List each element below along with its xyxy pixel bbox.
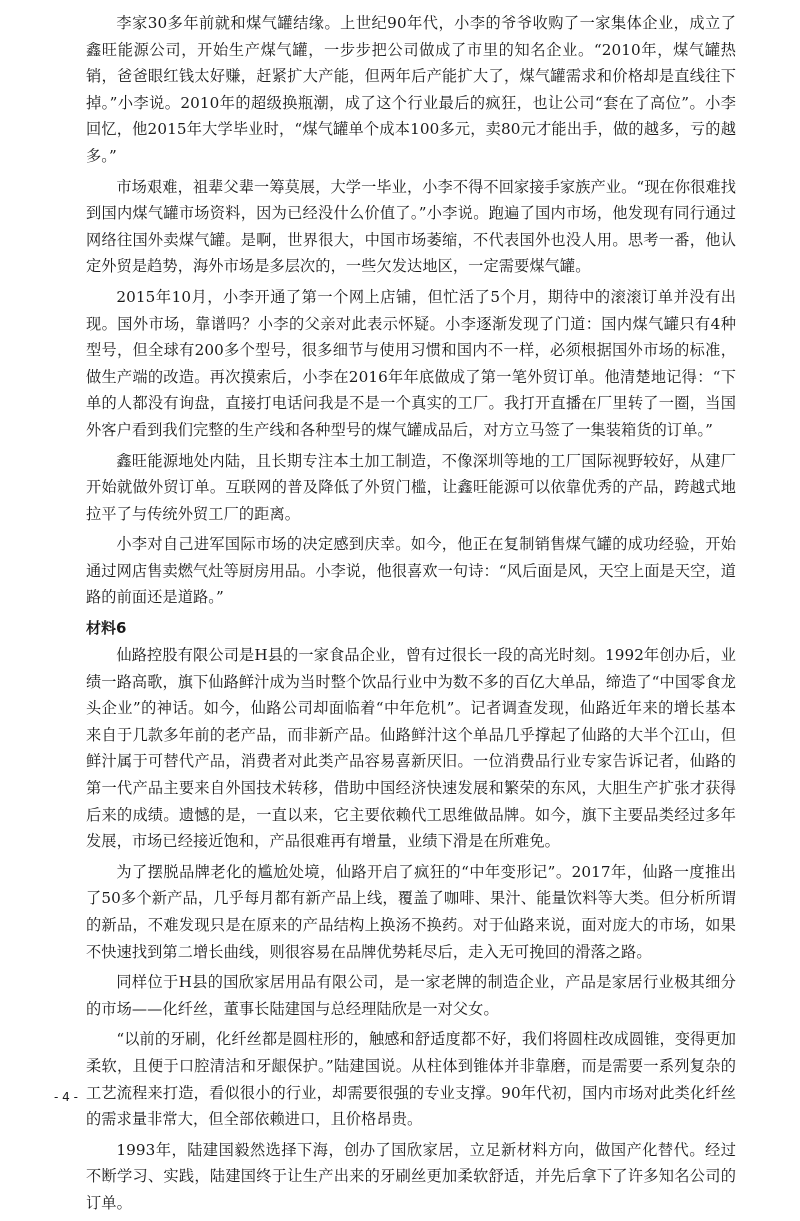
paragraph-international-decision: 小李对自己进军国际市场的决定感到庆幸。如今，他正在复制销售煤气罐的成功经验，开始通过网店售卖燃气灶等厨房用品。小李说，他很喜欢一句诗：“风后面是风，天空上面是天空，道路的前面还是道路。”: [86, 535, 736, 607]
paragraph-xianlu-transformation: 为了摆脱品牌老化的尴尬处境，仙路开启了疯狂的“中年变形记”。2017年，仙路一度推出了50多个新产品，几乎每月都有新产品上线，覆盖了咖啡、果汁、能量饮料等大类。但分析所谓的新品，不难发现只是在原来的产品结构上换汤不换药。对于仙路来说，面对庞大的市场，如果不快速找到第二增长曲线，则很容易在品牌优势耗尽后，走入无可挽回的滑落之路。: [86, 862, 736, 961]
paragraph-1993-founding: 1993年，陆建国毅然选择下海，创办了国欣家居，立足新材料方向，做国产化替代。经过不断学习、实践，陆建国终于让生产出来的牙刷丝更加柔软舒适，并先后拿下了许多知名公司的订单。: [86, 1140, 736, 1212]
page-number: - 4 -: [54, 1090, 78, 1104]
document-page: [86, 10, 736, 1221]
paragraph-market-difficulty: 市场艰难，祖辈父辈一筹莫展，大学一毕业，小李不得不回家接手家族产业。“现在你很难找到国内煤气罐市场资料，因为已经没什么价值了。”小李说。跑遍了国内市场，他发现有同行通过网络往国外卖煤气罐。是啊，世界很大，中国市场萎缩，不代表国外也没人用。思考一番，他认定外贸是趋势，海外市场是多层次的，一些欠发达地区，一定需要煤气罐。: [86, 177, 736, 276]
section-heading-material-6: 材料6: [86, 619, 127, 638]
paragraph-online-store: 2015年10月，小李开通了第一个网上店铺，但忙活了5个月，期待中的滚滚订单并没有出现。国外市场，靠谱吗？小李的父亲对此表示怀疑。小李逐渐发现了门道：国内煤气罐只有4种型号，但全球有200多个型号，很多细节与使用习惯和国内不一样，必须根据国外市场的标准，做生产端的改造。再次摸索后，小李在2016年年底做成了第一笔外贸订单。他清楚地记得：“下单的人都没有询盘，直接打电话问我是不是一个真实的工厂。我打开直播在厂里转了一圈，当国外客户看到我们完整的生产线和各种型号的煤气罐成品后，对方立马签了一集装箱货的订单。”: [86, 287, 736, 439]
paragraph-guoxin-company: 同样位于H县的国欣家居用品有限公司，是一家老牌的制造企业，产品是家居行业极其细分的市场——化纤丝，董事长陆建国与总经理陆欣是一对父女。: [86, 973, 736, 1018]
paragraph-xianlu-company: 仙路控股有限公司是H县的一家食品企业，曾有过很长一段的高光时刻。1992年创办后，业绩一路高歌，旗下仙路鲜汁成为当时整个饮品行业中为数不多的百亿大单品，缔造了“中国零食龙头企业”的神话。如今，仙路公司却面临着“中年危机”。记者调查发现，仙路近年来的增长基本来自于几款多年前的老产品，而非新产品。仙路鲜汁这个单品几乎撑起了仙路的大半个江山，但鲜汁属于可替代产品，消费者对此类产品容易喜新厌旧。一位消费品行业专家告诉记者，仙路的第一代产品主要来自外国技术转移，借助中国经济快速发展和繁荣的东风，大胆生产扩张才获得后来的成绩。遗憾的是，一直以来，它主要依赖代工思维做品牌。如今，旗下主要品类经过多年发展，市场已经接近饱和，产品很难再有增量，业绩下滑是在所难免。: [86, 646, 736, 851]
paragraph-toothbrush-filament: “以前的牙刷，化纤丝都是圆柱形的，触感和舒适度都不好，我们将圆柱改成圆锥，变得更加柔软，且便于口腔清洁和牙龈保护。”陆建国说。从柱体到锥体并非靠磨，而是需要一系列复杂的工艺流程来打造，看似很小的行业，却需要很强的专业支撑。90年代初，国内市场对此类化纤丝的需求量非常大，但全部依赖进口，且价格昂贵。: [86, 1030, 736, 1129]
paragraph-inland-location: 鑫旺能源地处内陆，且长期专注本土加工制造，不像深圳等地的工厂国际视野较好，从建厂开始就做外贸订单。互联网的普及降低了外贸门槛，让鑫旺能源可以依靠优秀的产品，跨越式地拉平了与传统外贸工厂的距离。: [86, 451, 736, 523]
paragraph-li-family-history: 李家30多年前就和煤气罐结缘。上世纪90年代，小李的爷爷收购了一家集体企业，成立了鑫旺能源公司，开始生产煤气罐，一步步把公司做成了市里的知名企业。“2010年，煤气罐热销，爸爸眼红钱太好赚，赶紧扩大产能，但两年后产能扩大了，煤气罐需求和价格却是直线往下掉。”小李说。2010年的超级换瓶潮，成了这个行业最后的疯狂，也让公司“套在了高位”。小李回忆，他2015年大学毕业时，“煤气罐单个成本100多元，卖80元才能出手，做的越多，亏的越多。”: [86, 14, 736, 165]
